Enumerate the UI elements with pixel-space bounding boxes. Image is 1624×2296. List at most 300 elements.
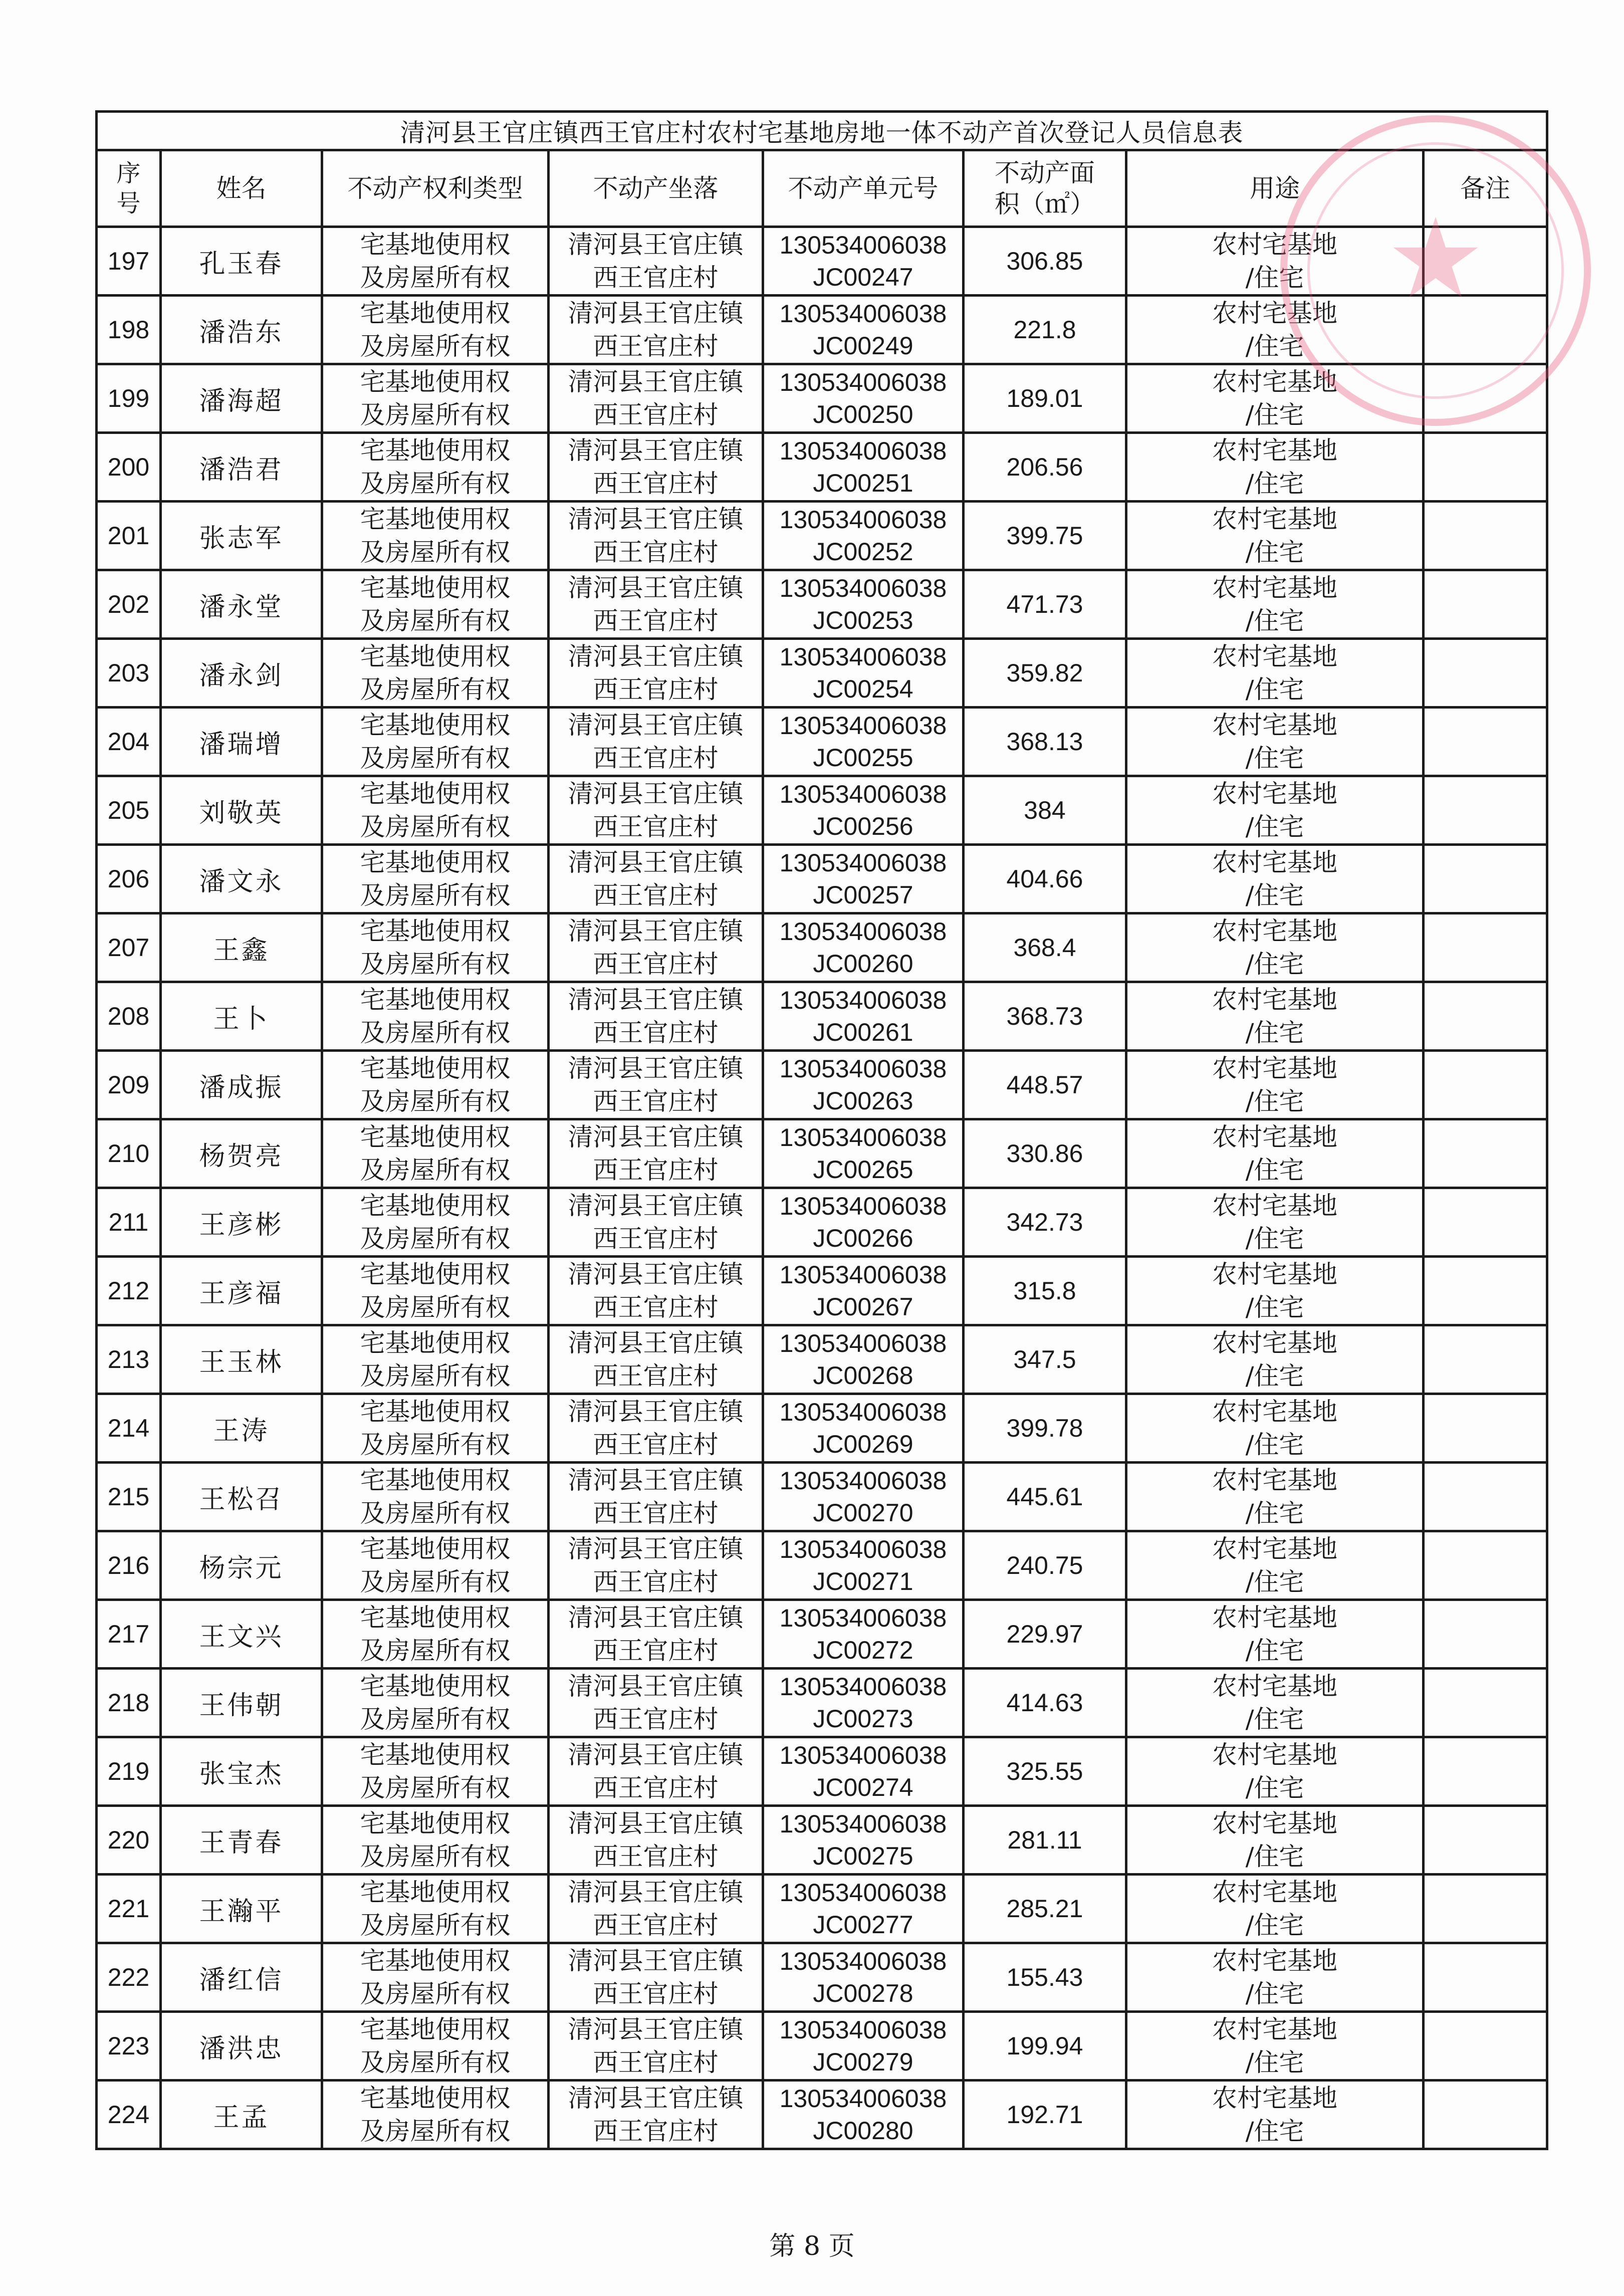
- cell-location: [549, 1394, 763, 1463]
- cell-right-type-line2: 及房屋所有权: [360, 1911, 511, 1940]
- cell-right-type-line1: 宅基地使用权: [360, 779, 511, 808]
- cell-right-type-line1: 宅基地使用权: [360, 1191, 511, 1220]
- cell-usage-line2: /住宅: [1245, 1636, 1304, 1665]
- cell-unit-no-line2: JC00267: [813, 1293, 913, 1321]
- cell-remark: [1424, 296, 1547, 364]
- cell-unit-no-line2: JC00268: [813, 1361, 913, 1390]
- cell-area: 342.73: [964, 1188, 1126, 1257]
- cell-right-type: [322, 1119, 549, 1188]
- cell-location: [549, 227, 763, 296]
- cell-area: 448.57: [964, 1051, 1126, 1119]
- cell-right-type-line1: 宅基地使用权: [360, 642, 511, 671]
- cell-area: 315.8: [964, 1257, 1126, 1325]
- cell-usage-line1: 农村宅基地: [1212, 367, 1337, 396]
- cell-unit-no: [763, 1875, 964, 1943]
- cell-right-type-line1: 宅基地使用权: [360, 711, 511, 740]
- cell-unit-no-line2: JC00265: [813, 1156, 913, 1184]
- table-row: [97, 1875, 1547, 1943]
- cell-remark: [1424, 845, 1547, 913]
- cell-usage: [1126, 708, 1424, 776]
- cell-unit-no-line2: JC00274: [813, 1773, 913, 1801]
- cell-location-line1: 清河县王官庄镇: [568, 505, 744, 534]
- cell-name: 王玉林: [161, 1325, 322, 1394]
- cell-unit-no: [763, 1257, 964, 1325]
- cell-right-type-line2: 及房屋所有权: [360, 675, 511, 704]
- cell-location-line2: 西王官庄村: [593, 950, 719, 979]
- table-title: 清河县王官庄镇西王官庄村农村宅基地房地一体不动产首次登记人员信息表: [97, 112, 1547, 150]
- cell-remark: [1424, 364, 1547, 433]
- cell-usage-line2: /住宅: [1245, 538, 1304, 567]
- cell-right-type-line2: 及房屋所有权: [360, 1156, 511, 1185]
- cell-unit-no-line2: JC00271: [813, 1567, 913, 1595]
- cell-usage-line2: /住宅: [1245, 263, 1304, 292]
- cell-right-type: [322, 1394, 549, 1463]
- cell-location-line1: 清河县王官庄镇: [568, 1946, 744, 1975]
- cell-location-line2: 西王官庄村: [593, 1087, 719, 1116]
- cell-seq: 223: [97, 2012, 161, 2081]
- cell-name: 王孟: [161, 2081, 322, 2149]
- cell-usage-line1: 农村宅基地: [1212, 230, 1337, 259]
- table-row: [97, 1669, 1547, 1737]
- cell-unit-no: [763, 1325, 964, 1394]
- cell-location-line2: 西王官庄村: [593, 1911, 719, 1940]
- table-row: [97, 1188, 1547, 1257]
- cell-location: [549, 433, 763, 502]
- header-name: 姓名: [161, 150, 322, 227]
- cell-unit-no-line1: 130534006038: [779, 1535, 947, 1563]
- cell-remark: [1424, 1394, 1547, 1463]
- cell-unit-no-line1: 130534006038: [779, 643, 947, 671]
- cell-area: 206.56: [964, 433, 1126, 502]
- table-row: [97, 982, 1547, 1051]
- cell-right-type-line1: 宅基地使用权: [360, 1397, 511, 1426]
- cell-location-line2: 西王官庄村: [593, 2117, 719, 2146]
- cell-unit-no-line1: 130534006038: [779, 231, 947, 259]
- cell-usage-line1: 农村宅基地: [1212, 2015, 1337, 2044]
- cell-right-type-line1: 宅基地使用权: [360, 1466, 511, 1495]
- cell-location-line2: 西王官庄村: [593, 2048, 719, 2077]
- cell-remark: [1424, 1737, 1547, 1806]
- cell-unit-no: [763, 1188, 964, 1257]
- cell-location-line2: 西王官庄村: [593, 332, 719, 361]
- cell-unit-no: [763, 1737, 964, 1806]
- cell-remark: [1424, 1051, 1547, 1119]
- cell-right-type-line1: 宅基地使用权: [360, 573, 511, 602]
- cell-seq: 222: [97, 1943, 161, 2012]
- cell-seq: 206: [97, 845, 161, 913]
- table-row: [97, 1051, 1547, 1119]
- cell-location: [549, 639, 763, 708]
- cell-right-type: [322, 1943, 549, 2012]
- cell-usage-line1: 农村宅基地: [1212, 1260, 1337, 1289]
- cell-right-type-line1: 宅基地使用权: [360, 1122, 511, 1152]
- cell-right-type-line1: 宅基地使用权: [360, 1260, 511, 1289]
- cell-usage: [1126, 570, 1424, 639]
- cell-location-line2: 西王官庄村: [593, 1979, 719, 2008]
- cell-usage-line1: 农村宅基地: [1212, 642, 1337, 671]
- cell-usage: [1126, 639, 1424, 708]
- cell-area: 347.5: [964, 1325, 1126, 1394]
- table-row: [97, 845, 1547, 913]
- cell-right-type: [322, 433, 549, 502]
- table-row: [97, 364, 1547, 433]
- cell-location-line2: 西王官庄村: [593, 1430, 719, 1459]
- cell-usage-line1: 农村宅基地: [1212, 299, 1337, 328]
- cell-location-line1: 清河县王官庄镇: [568, 779, 744, 808]
- cell-name: 王卜: [161, 982, 322, 1051]
- header-seq-line2: 号: [116, 189, 141, 217]
- cell-unit-no: [763, 1806, 964, 1875]
- cell-unit-no-line1: 130534006038: [779, 368, 947, 396]
- cell-right-type: [322, 1737, 549, 1806]
- cell-unit-no-line1: 130534006038: [779, 1879, 947, 1907]
- cell-location: [549, 1119, 763, 1188]
- cell-location-line1: 清河县王官庄镇: [568, 1054, 744, 1083]
- cell-right-type-line2: 及房屋所有权: [360, 2117, 511, 2146]
- cell-right-type: [322, 502, 549, 570]
- cell-usage-line2: /住宅: [1245, 1156, 1304, 1185]
- cell-usage: [1126, 1257, 1424, 1325]
- cell-right-type: [322, 845, 549, 913]
- cell-usage: [1126, 1325, 1424, 1394]
- table-row: [97, 1531, 1547, 1600]
- cell-unit-no-line2: JC00266: [813, 1224, 913, 1252]
- cell-usage: [1126, 1669, 1424, 1737]
- cell-right-type: [322, 1325, 549, 1394]
- cell-area: 240.75: [964, 1531, 1126, 1600]
- cell-usage-line1: 农村宅基地: [1212, 1328, 1337, 1357]
- cell-usage: [1126, 1531, 1424, 1600]
- cell-usage: [1126, 1943, 1424, 2012]
- cell-unit-no-line2: JC00263: [813, 1087, 913, 1115]
- header-area: [964, 150, 1126, 227]
- table-row: [97, 433, 1547, 502]
- cell-seq: 205: [97, 776, 161, 845]
- cell-unit-no: [763, 433, 964, 502]
- cell-unit-no: [763, 913, 964, 982]
- cell-seq: 209: [97, 1051, 161, 1119]
- cell-location-line2: 西王官庄村: [593, 1018, 719, 1047]
- cell-remark: [1424, 1531, 1547, 1600]
- cell-usage-line2: /住宅: [1245, 469, 1304, 498]
- cell-location: [549, 1531, 763, 1600]
- cell-right-type: [322, 1257, 549, 1325]
- cell-right-type-line2: 及房屋所有权: [360, 1499, 511, 1528]
- cell-usage-line2: /住宅: [1245, 1842, 1304, 1871]
- cell-name: 潘永剑: [161, 639, 322, 708]
- cell-location-line1: 清河县王官庄镇: [568, 436, 744, 465]
- cell-location-line1: 清河县王官庄镇: [568, 1328, 744, 1357]
- cell-right-type-line2: 及房屋所有权: [360, 1087, 511, 1116]
- cell-usage-line2: /住宅: [1245, 812, 1304, 841]
- cell-unit-no: [763, 227, 964, 296]
- cell-usage-line1: 农村宅基地: [1212, 916, 1337, 946]
- cell-right-type-line2: 及房屋所有权: [360, 812, 511, 841]
- cell-location-line1: 清河县王官庄镇: [568, 916, 744, 946]
- cell-location-line2: 西王官庄村: [593, 1361, 719, 1391]
- cell-name: 王瀚平: [161, 1875, 322, 1943]
- cell-location-line1: 清河县王官庄镇: [568, 1603, 744, 1632]
- cell-area: 281.11: [964, 1806, 1126, 1875]
- cell-location-line2: 西王官庄村: [593, 1224, 719, 1253]
- cell-area: 399.75: [964, 502, 1126, 570]
- cell-unit-no: [763, 296, 964, 364]
- cell-usage-line1: 农村宅基地: [1212, 1603, 1337, 1632]
- table-row: [97, 296, 1547, 364]
- cell-unit-no-line2: JC00270: [813, 1499, 913, 1527]
- cell-unit-no-line1: 130534006038: [779, 1123, 947, 1152]
- cell-unit-no-line1: 130534006038: [779, 1673, 947, 1701]
- table-row: [97, 502, 1547, 570]
- cell-right-type-line2: 及房屋所有权: [360, 1773, 511, 1802]
- cell-location: [549, 1188, 763, 1257]
- cell-seq: 203: [97, 639, 161, 708]
- cell-usage: [1126, 1806, 1424, 1875]
- table-row: [97, 227, 1547, 296]
- cell-location: [549, 845, 763, 913]
- cell-area: 285.21: [964, 1875, 1126, 1943]
- cell-area: 306.85: [964, 227, 1126, 296]
- table-row: [97, 2081, 1547, 2149]
- header-area-line2: 积（㎡）: [995, 189, 1095, 218]
- header-location: 不动产坐落: [549, 150, 763, 227]
- cell-location-line1: 清河县王官庄镇: [568, 848, 744, 877]
- cell-name: 王文兴: [161, 1600, 322, 1669]
- cell-area: 189.01: [964, 364, 1126, 433]
- cell-name: 杨宗元: [161, 1531, 322, 1600]
- cell-usage: [1126, 1463, 1424, 1531]
- cell-unit-no: [763, 1051, 964, 1119]
- cell-name: 潘红信: [161, 1943, 322, 2012]
- cell-usage-line2: /住宅: [1245, 675, 1304, 704]
- cell-usage-line2: /住宅: [1245, 1087, 1304, 1116]
- cell-unit-no-line1: 130534006038: [779, 1329, 947, 1357]
- table-body: [97, 227, 1547, 2149]
- cell-area: 229.97: [964, 1600, 1126, 1669]
- cell-unit-no-line1: 130534006038: [779, 917, 947, 946]
- cell-unit-no: [763, 2012, 964, 2081]
- cell-remark: [1424, 570, 1547, 639]
- cell-unit-no-line2: JC00278: [813, 1979, 913, 2007]
- cell-location-line1: 清河县王官庄镇: [568, 1260, 744, 1289]
- cell-right-type-line2: 及房屋所有权: [360, 606, 511, 635]
- cell-right-type: [322, 1188, 549, 1257]
- cell-usage-line1: 农村宅基地: [1212, 1397, 1337, 1426]
- cell-location-line2: 西王官庄村: [593, 812, 719, 841]
- cell-name: 张志军: [161, 502, 322, 570]
- cell-usage-line2: /住宅: [1245, 1361, 1304, 1391]
- cell-unit-no-line2: JC00247: [813, 263, 913, 291]
- cell-right-type-line1: 宅基地使用权: [360, 916, 511, 946]
- cell-usage-line2: /住宅: [1245, 1018, 1304, 1047]
- cell-location-line1: 清河县王官庄镇: [568, 2084, 744, 2113]
- cell-location: [549, 708, 763, 776]
- cell-usage-line1: 农村宅基地: [1212, 1740, 1337, 1769]
- cell-location-line1: 清河县王官庄镇: [568, 230, 744, 259]
- cell-name: 刘敬英: [161, 776, 322, 845]
- cell-usage-line2: /住宅: [1245, 400, 1304, 429]
- cell-usage-line2: /住宅: [1245, 1499, 1304, 1528]
- table-row: [97, 1394, 1547, 1463]
- cell-location-line1: 清河县王官庄镇: [568, 367, 744, 396]
- cell-usage-line1: 农村宅基地: [1212, 848, 1337, 877]
- cell-usage-line1: 农村宅基地: [1212, 436, 1337, 465]
- header-row: [97, 150, 1547, 227]
- cell-unit-no: [763, 1943, 964, 2012]
- cell-unit-no-line2: JC00256: [813, 812, 913, 840]
- cell-name: 潘成振: [161, 1051, 322, 1119]
- cell-remark: [1424, 2081, 1547, 2149]
- cell-location: [549, 1325, 763, 1394]
- cell-unit-no-line2: JC00273: [813, 1705, 913, 1733]
- cell-right-type: [322, 1463, 549, 1531]
- cell-usage-line2: /住宅: [1245, 881, 1304, 910]
- cell-unit-no-line1: 130534006038: [779, 1810, 947, 1838]
- header-area-line1: 不动产面: [995, 158, 1095, 187]
- cell-remark: [1424, 433, 1547, 502]
- cell-right-type-line2: 及房屋所有权: [360, 1842, 511, 1871]
- cell-unit-no-line1: 130534006038: [779, 1055, 947, 1083]
- cell-right-type-line1: 宅基地使用权: [360, 1740, 511, 1769]
- cell-location-line2: 西王官庄村: [593, 606, 719, 635]
- cell-seq: 202: [97, 570, 161, 639]
- cell-usage: [1126, 364, 1424, 433]
- cell-unit-no: [763, 1600, 964, 1669]
- cell-unit-no-line2: JC00250: [813, 400, 913, 428]
- cell-unit-no-line2: JC00251: [813, 469, 913, 497]
- cell-right-type-line1: 宅基地使用权: [360, 1534, 511, 1563]
- cell-usage-line1: 农村宅基地: [1212, 1191, 1337, 1220]
- table-row: [97, 1325, 1547, 1394]
- cell-area: 445.61: [964, 1463, 1126, 1531]
- cell-name: 张宝杰: [161, 1737, 322, 1806]
- cell-usage-line2: /住宅: [1245, 1567, 1304, 1596]
- cell-name: 孔玉春: [161, 227, 322, 296]
- cell-right-type-line1: 宅基地使用权: [360, 1672, 511, 1701]
- cell-seq: 198: [97, 296, 161, 364]
- cell-usage-line1: 农村宅基地: [1212, 1054, 1337, 1083]
- cell-unit-no: [763, 845, 964, 913]
- cell-right-type-line2: 及房屋所有权: [360, 1705, 511, 1734]
- cell-right-type: [322, 2081, 549, 2149]
- cell-unit-no-line1: 130534006038: [779, 1261, 947, 1289]
- cell-right-type-line1: 宅基地使用权: [360, 985, 511, 1014]
- cell-right-type-line1: 宅基地使用权: [360, 436, 511, 465]
- cell-area: 471.73: [964, 570, 1126, 639]
- cell-seq: 215: [97, 1463, 161, 1531]
- cell-area: 192.71: [964, 2081, 1126, 2149]
- cell-unit-no: [763, 364, 964, 433]
- cell-usage: [1126, 845, 1424, 913]
- cell-unit-no-line2: JC00257: [813, 881, 913, 909]
- cell-location: [549, 1806, 763, 1875]
- cell-remark: [1424, 913, 1547, 982]
- cell-location-line1: 清河县王官庄镇: [568, 642, 744, 671]
- cell-right-type-line1: 宅基地使用权: [360, 1809, 511, 1838]
- cell-unit-no-line1: 130534006038: [779, 574, 947, 602]
- cell-usage: [1126, 502, 1424, 570]
- cell-usage-line2: /住宅: [1245, 1979, 1304, 2008]
- table-row: [97, 1737, 1547, 1806]
- cell-usage-line1: 农村宅基地: [1212, 1878, 1337, 1907]
- cell-usage-line2: /住宅: [1245, 1911, 1304, 1940]
- cell-right-type-line2: 及房屋所有权: [360, 538, 511, 567]
- cell-unit-no: [763, 639, 964, 708]
- cell-area: 384: [964, 776, 1126, 845]
- table-row: [97, 1600, 1547, 1669]
- cell-seq: 201: [97, 502, 161, 570]
- cell-unit-no-line2: JC00269: [813, 1430, 913, 1458]
- cell-usage: [1126, 227, 1424, 296]
- cell-location-line2: 西王官庄村: [593, 675, 719, 704]
- cell-seq: 207: [97, 913, 161, 982]
- cell-unit-no-line2: JC00253: [813, 606, 913, 634]
- cell-area: 221.8: [964, 296, 1126, 364]
- cell-location: [549, 1669, 763, 1737]
- table-row: [97, 1943, 1547, 2012]
- table-row: [97, 1119, 1547, 1188]
- cell-usage-line2: /住宅: [1245, 2117, 1304, 2146]
- cell-usage: [1126, 776, 1424, 845]
- cell-usage-line1: 农村宅基地: [1212, 1534, 1337, 1563]
- cell-location-line1: 清河县王官庄镇: [568, 711, 744, 740]
- cell-seq: 218: [97, 1669, 161, 1737]
- cell-name: 潘海超: [161, 364, 322, 433]
- cell-unit-no: [763, 708, 964, 776]
- cell-unit-no-line1: 130534006038: [779, 506, 947, 534]
- cell-remark: [1424, 227, 1547, 296]
- cell-usage-line1: 农村宅基地: [1212, 505, 1337, 534]
- cell-unit-no-line2: JC00260: [813, 950, 913, 978]
- cell-right-type-line2: 及房屋所有权: [360, 2048, 511, 2077]
- cell-usage: [1126, 1188, 1424, 1257]
- cell-unit-no: [763, 1119, 964, 1188]
- cell-remark: [1424, 1119, 1547, 1188]
- cell-remark: [1424, 1669, 1547, 1737]
- cell-unit-no-line2: JC00249: [813, 332, 913, 360]
- cell-right-type: [322, 1600, 549, 1669]
- cell-name: 王彦福: [161, 1257, 322, 1325]
- cell-usage: [1126, 1875, 1424, 1943]
- cell-usage-line1: 农村宅基地: [1212, 985, 1337, 1014]
- cell-remark: [1424, 776, 1547, 845]
- header-unit-no: 不动产单元号: [763, 150, 964, 227]
- cell-location: [549, 296, 763, 364]
- cell-unit-no-line1: 130534006038: [779, 986, 947, 1014]
- cell-name: 潘洪忠: [161, 2012, 322, 2081]
- star-icon: ★: [1386, 194, 1485, 323]
- cell-location-line1: 清河县王官庄镇: [568, 1191, 744, 1220]
- cell-right-type-line1: 宅基地使用权: [360, 1603, 511, 1632]
- cell-location: [549, 1051, 763, 1119]
- cell-seq: 224: [97, 2081, 161, 2149]
- cell-area: 330.86: [964, 1119, 1126, 1188]
- cell-unit-no: [763, 1531, 964, 1600]
- cell-location-line2: 西王官庄村: [593, 1705, 719, 1734]
- cell-area: 368.13: [964, 708, 1126, 776]
- cell-name: 潘浩东: [161, 296, 322, 364]
- cell-right-type-line2: 及房屋所有权: [360, 881, 511, 910]
- cell-right-type-line2: 及房屋所有权: [360, 1361, 511, 1391]
- cell-name: 王松召: [161, 1463, 322, 1531]
- cell-right-type-line1: 宅基地使用权: [360, 2084, 511, 2113]
- cell-location: [549, 502, 763, 570]
- cell-location-line1: 清河县王官庄镇: [568, 1534, 744, 1563]
- cell-area: 414.63: [964, 1669, 1126, 1737]
- cell-unit-no: [763, 570, 964, 639]
- cell-area: 325.55: [964, 1737, 1126, 1806]
- cell-right-type-line1: 宅基地使用权: [360, 1878, 511, 1907]
